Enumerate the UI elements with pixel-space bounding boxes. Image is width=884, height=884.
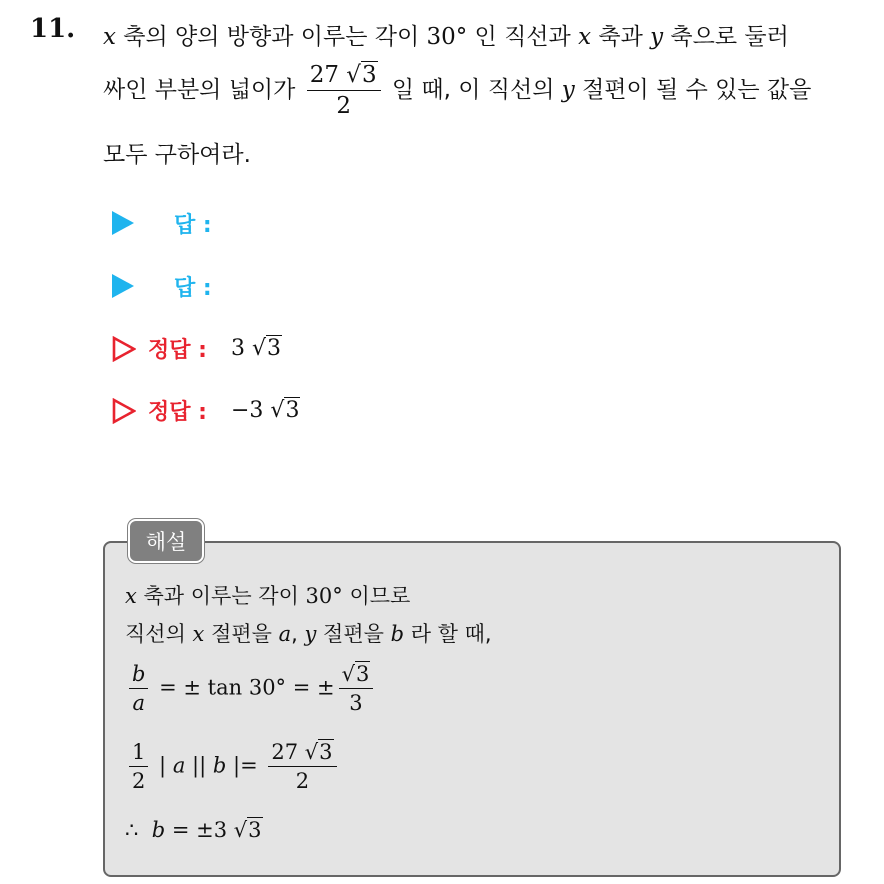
text: 인 직선과 (467, 24, 579, 50)
correct-answer-value: 3 √3 (230, 335, 281, 361)
solution-line-5: ∴ b = ±3 √3 (125, 818, 262, 842)
solution-line-4: $\frac{1}{2}$ | a || b |= $\frac{27 √3}{2}$ (125, 740, 341, 793)
frac-den: 2 (336, 93, 351, 119)
correct-answer-value: −3 √3 (230, 397, 300, 423)
var-y: y (650, 24, 664, 50)
var-x: x (103, 24, 116, 50)
frac-coef: 27 (309, 62, 339, 88)
solution-line-1: x 축과 이루는 각이 30° 이므로 (125, 584, 411, 608)
correct-answer-row-2 (112, 394, 300, 426)
correct-answer-label: 정답 : (148, 399, 207, 425)
correct-answer-label: 정답 : (148, 337, 207, 363)
correct-answer-row-1 (112, 332, 282, 364)
filled-triangle-icon (112, 274, 134, 298)
question-number: 11. (30, 14, 76, 44)
question-line-2 (103, 62, 811, 119)
var-x: x (578, 24, 592, 50)
answer-label: 답 : (174, 212, 212, 238)
sqrt-symbol: √ (346, 62, 361, 88)
area-fraction (307, 62, 381, 119)
text: 축으로 둘러 (663, 24, 789, 50)
outline-triangle-icon (112, 336, 134, 360)
filled-triangle-icon (112, 211, 134, 235)
text: 축의 양의 방향과 이루는 각이 (115, 24, 427, 50)
question-line-1 (103, 18, 789, 51)
solution-tab: 해설 (128, 519, 204, 563)
answer-row-2 (112, 270, 212, 302)
solution-line-3: $\frac{b}{a}$ = ± tan 30° = ± $\frac{√3}{3}$ (125, 662, 377, 715)
angle: 30° (426, 24, 468, 50)
text: 축과 (591, 24, 651, 50)
text: 일 때, 이 직선의 (384, 77, 562, 103)
outline-triangle-icon (112, 398, 134, 422)
radicand: 3 (361, 62, 377, 88)
text: 싸인 부분의 넓이가 (103, 77, 303, 103)
answer-label: 답 : (174, 275, 212, 301)
text: 절편이 될 수 있는 값을 (574, 77, 812, 103)
question-line-3: 모두 구하여라. (103, 142, 251, 168)
answer-row-1 (112, 207, 212, 239)
solution-line-2: 직선의 x 절편을 a, y 절편을 b 라 할 때, (125, 622, 492, 646)
var-y: y (561, 77, 575, 103)
